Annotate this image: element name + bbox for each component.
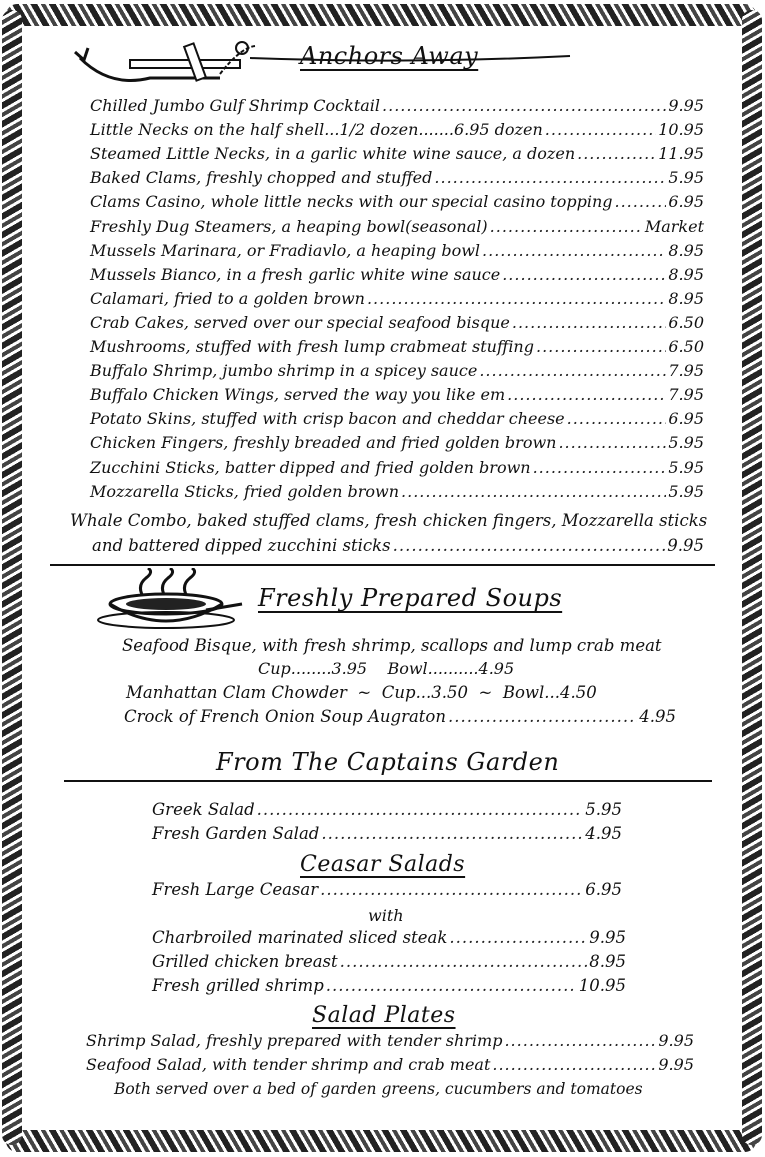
menu-item-price: Market <box>644 216 704 236</box>
french-onion-soup <box>124 707 676 726</box>
leader-dots <box>504 1031 656 1050</box>
menu-item <box>90 96 704 115</box>
leader-dots <box>479 361 666 380</box>
whale-combo-line2 <box>92 536 704 555</box>
menu-item <box>90 433 704 452</box>
rope-border-left <box>2 10 22 1145</box>
menu-item-name: Calamari, fried to a golden brown <box>90 288 365 308</box>
menu-item-price: 7.95 <box>668 385 704 405</box>
menu-item <box>90 482 704 501</box>
rope-border-right <box>742 10 762 1145</box>
garden-title: From The Captains Garden <box>216 748 560 776</box>
menu-item <box>90 361 704 380</box>
anchors-away-title: Anchors Away <box>300 42 479 70</box>
menu-item-name: Buffalo Chicken Wings, served the way you like em <box>90 385 506 405</box>
leader-dots <box>512 313 667 332</box>
leader-dots <box>320 880 583 899</box>
menu-item-price: 8.95 <box>668 240 704 260</box>
menu-item-name: Potato Skins, stuffed with crisp bacon and cheddar cheese <box>90 409 565 429</box>
menu-item-name: Zucchini Sticks, batter dipped and fried golden brown <box>90 457 531 477</box>
menu-item-price: 5.95 <box>668 433 704 453</box>
menu-item-price: 10.95 <box>578 976 626 995</box>
menu-item-price: 5.95 <box>668 457 704 477</box>
menu-item-name: Baked Clams, freshly chopped and stuffed <box>90 168 433 188</box>
menu-item-price: 4.95 <box>585 824 622 843</box>
leader-dots <box>382 96 666 115</box>
menu-item-price: 5.95 <box>668 481 704 501</box>
fresh-large-caesar <box>152 880 622 899</box>
fresh-large-caesar-price: 6.95 <box>585 880 622 899</box>
menu-item-name: Fresh Garden Salad <box>152 824 320 843</box>
leader-dots <box>401 482 666 501</box>
menu-item <box>90 385 704 404</box>
manhattan-clam-chowder: Manhattan Clam Chowder ~ Cup...3.50 ~ Bowl...4.50 <box>126 683 597 702</box>
leader-dots <box>558 433 666 452</box>
menu-item <box>90 120 704 139</box>
menu-item <box>90 289 704 308</box>
menu-item-price: 5.95 <box>585 800 622 819</box>
leader-dots <box>577 144 656 163</box>
menu-item-name: Buffalo Shrimp, jumbo shrimp in a spicey sauce <box>90 361 478 381</box>
whale-combo-line1: Whale Combo, baked stuffed clams, fresh chicken fingers, Mozzarella sticks <box>70 511 708 530</box>
menu-item <box>86 1031 694 1050</box>
leader-dots <box>340 952 588 971</box>
soups-title: Freshly Prepared Soups <box>258 584 563 612</box>
leader-dots <box>545 120 656 139</box>
seafood-bisque-sizes: Cup........3.95 Bowl..........4.95 <box>258 659 515 678</box>
menu-item-name: Freshly Dug Steamers, a heaping bowl(seasonal) <box>90 216 488 236</box>
menu-item-price: 6.50 <box>668 312 704 332</box>
leader-dots <box>502 265 666 284</box>
leader-dots <box>492 1055 656 1074</box>
menu-item <box>152 800 622 819</box>
rope-border-bottom <box>6 1130 756 1152</box>
menu-item-name: Grilled chicken breast <box>152 952 338 971</box>
menu-item <box>152 976 626 995</box>
menu-item-name: Greek Salad <box>152 800 255 819</box>
rope-border-top <box>6 4 756 26</box>
menu-item <box>90 409 704 428</box>
menu-item <box>90 458 704 477</box>
menu-item-name: Mussels Bianco, in a fresh garlic white wine sauce <box>90 264 501 284</box>
menu-item-name: Crab Cakes, served over our special seafood bisque <box>90 312 510 332</box>
menu-item-name: Chilled Jumbo Gulf Shrimp Cocktail <box>90 96 381 115</box>
menu-item-price: 6.95 <box>668 192 704 212</box>
menu-item <box>90 337 704 356</box>
menu-item-name: Little Necks on the half shell...1/2 dozen.......6.95 dozen <box>90 120 543 140</box>
menu-item-price: 9.95 <box>658 1031 694 1050</box>
menu-item-name: Steamed Little Necks, in a garlic white wine sauce, a dozen <box>90 144 576 164</box>
whale-combo-name: and battered dipped zucchini sticks <box>92 536 391 555</box>
leader-dots <box>536 337 666 356</box>
menu-item <box>90 241 704 260</box>
menu-item-name: Shrimp Salad, freshly prepared with tender shrimp <box>86 1031 503 1050</box>
menu-item-price: 7.95 <box>668 361 704 381</box>
leader-dots <box>448 707 637 726</box>
fresh-large-caesar-name: Fresh Large Ceasar <box>152 880 319 899</box>
menu-item-price: 6.95 <box>668 409 704 429</box>
soup-bowl-icon <box>96 568 246 630</box>
menu-item-price: 6.50 <box>668 337 704 356</box>
menu-item <box>90 265 704 284</box>
french-onion-soup-price: 4.95 <box>639 707 676 726</box>
leader-dots <box>393 536 666 555</box>
leader-dots <box>367 289 666 308</box>
seafood-bisque: Seafood Bisque, with fresh shrimp, scallops and lump crab meat <box>122 636 662 655</box>
with-label: with <box>368 906 404 925</box>
menu-item <box>152 952 626 971</box>
leader-dots <box>257 800 584 819</box>
menu-item-name: Seafood Salad, with tender shrimp and crab meat <box>86 1055 491 1074</box>
leader-dots <box>615 192 667 211</box>
menu-item-price: 9.95 <box>589 928 626 947</box>
menu-item-name: Fresh grilled shrimp <box>152 976 324 995</box>
leader-dots <box>507 385 666 404</box>
menu-item <box>152 824 622 843</box>
leader-dots <box>449 928 587 947</box>
menu-item-price: 8.95 <box>589 952 626 971</box>
menu-item <box>86 1055 694 1074</box>
leader-dots <box>567 409 667 428</box>
french-onion-soup-name: Crock of French Onion Soup Augraton <box>124 707 446 726</box>
leader-dots <box>482 241 666 260</box>
menu-item <box>90 217 704 236</box>
menu-item <box>90 192 704 211</box>
menu-item <box>90 144 704 163</box>
menu-item-price: 5.95 <box>668 168 704 188</box>
menu-item-name: Mozzarella Sticks, fried golden brown <box>90 481 400 501</box>
menu-item-name: Chicken Fingers, freshly breaded and fried golden brown <box>90 433 557 453</box>
menu-item <box>90 313 704 332</box>
anchor-icon <box>70 38 260 86</box>
menu-item-name: Charbroiled marinated sliced steak <box>152 928 448 947</box>
menu-item-price: 8.95 <box>668 264 704 284</box>
leader-dots <box>533 458 667 477</box>
caesar-salads-title: Ceasar Salads <box>300 852 466 877</box>
menu-item <box>152 928 626 947</box>
menu-item-name: Mussels Marinara, or Fradiavlo, a heaping bowl <box>90 240 481 260</box>
leader-dots <box>326 976 577 995</box>
menu-item-name: Clams Casino, whole little necks with our special casino topping <box>90 192 613 212</box>
menu-item-price: 8.95 <box>668 288 704 308</box>
leader-dots <box>490 217 643 236</box>
leader-dots <box>321 824 583 843</box>
section-divider <box>50 564 715 566</box>
salad-plates-title: Salad Plates <box>312 1003 456 1028</box>
menu-item-price: 10.95 <box>658 120 704 140</box>
menu-item <box>90 168 704 187</box>
menu-item-price: 11.95 <box>658 144 704 164</box>
menu-item-price: 9.95 <box>668 96 704 115</box>
salad-plates-note: Both served over a bed of garden greens, cucumbers and tomatoes <box>114 1080 643 1098</box>
leader-dots <box>434 168 666 187</box>
menu-item-price: 9.95 <box>658 1055 694 1074</box>
garden-divider <box>64 780 712 782</box>
whale-combo-price: 9.95 <box>667 536 704 555</box>
menu-item-name: Mushrooms, stuffed with fresh lump crabmeat stuffing <box>90 337 534 356</box>
